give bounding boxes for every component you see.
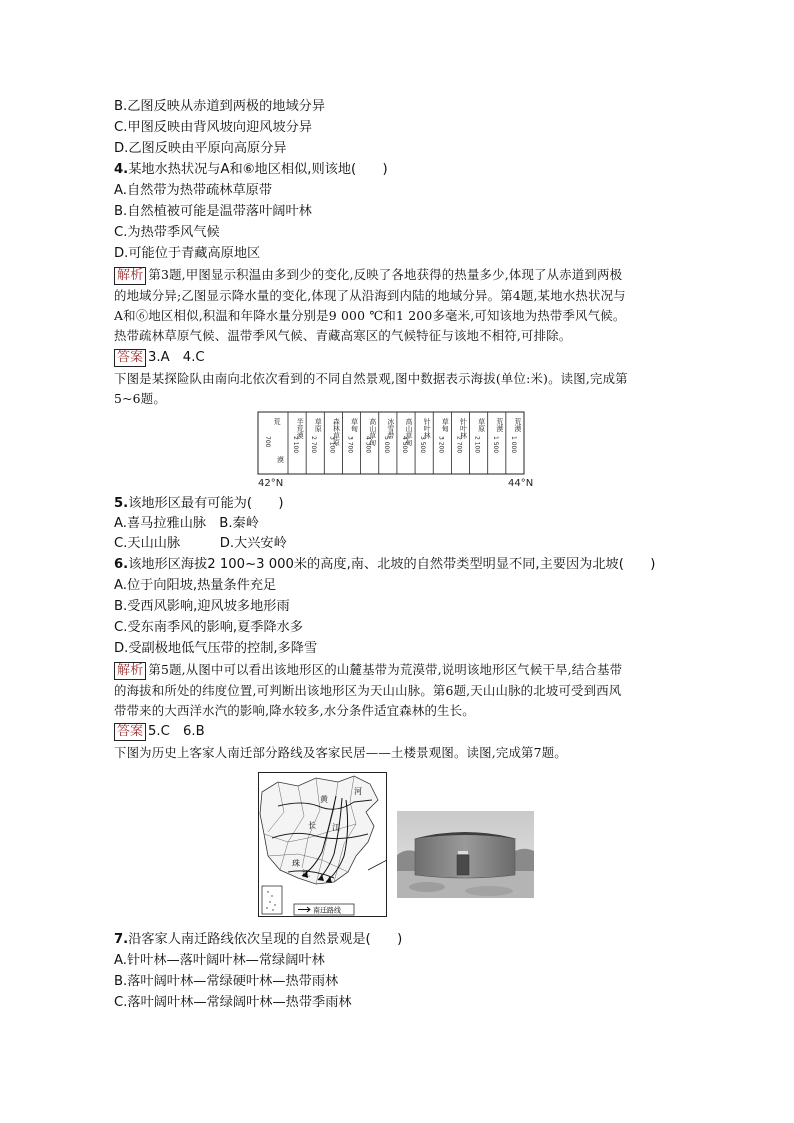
profile-zone-label: 高山草甸 bbox=[405, 418, 413, 446]
q7-option-b: B.落叶阔叶林—常绿硬叶林—热带雨林 bbox=[114, 974, 339, 989]
q4-stem bbox=[114, 160, 388, 180]
tulou-photo bbox=[397, 811, 534, 898]
map-label-zhu: 珠 bbox=[292, 859, 300, 868]
profile-altitude-label: 2 100 bbox=[292, 436, 300, 454]
map-label-jiang: 江 bbox=[332, 823, 340, 832]
q3-option-d: D.乙图反映由平原向高原分异 bbox=[114, 141, 287, 156]
q7-number: 7. bbox=[114, 932, 129, 947]
photo-rock-left bbox=[409, 882, 445, 892]
explanation-text: 第5题,从图中可以看出该地形区的山麓基带为荒漠带,说明该地形区气候干旱,结合基带 bbox=[148, 662, 623, 677]
q6-option-c: C.受东南季风的影响,夏季降水多 bbox=[114, 620, 304, 635]
q7-option-c: C.落叶阔叶林—常绿阔叶林—热带季雨林 bbox=[114, 995, 352, 1010]
profile-altitude-label: 700 bbox=[264, 436, 271, 448]
q5-options-cd: C.天山山脉 D.大兴安岭 bbox=[114, 536, 287, 551]
profile-altitude-label: 1 000 bbox=[509, 436, 517, 454]
map-label-huang: 黄 bbox=[320, 795, 328, 804]
profile-altitude-label: 2 100 bbox=[473, 436, 481, 454]
q6-option-a: A.位于向阳坡,热量条件充足 bbox=[114, 578, 277, 593]
intro-5-6-line-2: 5~6题。 bbox=[114, 391, 166, 406]
profile-zone-label: 荒漠 bbox=[495, 418, 504, 432]
photo-rock-right bbox=[465, 886, 513, 896]
q7-stem bbox=[114, 930, 402, 950]
tulou-gate bbox=[457, 855, 469, 875]
tulou-plaque bbox=[458, 851, 468, 854]
map-label-he: 河 bbox=[354, 787, 362, 796]
q4-option-a: A.自然带为热带疏林草原带 bbox=[114, 183, 273, 198]
profile-zone-label: 冰雪带 bbox=[386, 418, 395, 439]
explanation-tag: 解析 bbox=[114, 267, 146, 285]
hakka-migration-map bbox=[258, 772, 388, 918]
profile-altitude-label: 2 700 bbox=[455, 436, 463, 454]
explanation-1-line-4: 热带疏林草原气候、温带季风气候、青藏高寒区的气候特征与该地不相符,可排除。 bbox=[114, 328, 572, 343]
q5-options-ab: A.喜马拉雅山脉 B.秦岭 bbox=[114, 516, 259, 531]
explanation-tag: 解析 bbox=[114, 662, 146, 680]
explanation-text: 第3题,甲图显示积温由多到少的变化,反映了各地获得的热量多少,体现了从赤道到两极 bbox=[148, 267, 623, 282]
explanation-1-line-1 bbox=[114, 265, 622, 285]
profile-zone-label: 草原 bbox=[314, 418, 323, 432]
profile-right-latitude: 44°N bbox=[508, 478, 534, 489]
answer-text: 3.A 4.C bbox=[148, 350, 205, 365]
q5-stem-text: 该地形区最有可能为( ) bbox=[128, 496, 284, 511]
profile-altitude-label: 3 100 bbox=[328, 436, 336, 454]
answer-tag: 答案 bbox=[114, 723, 146, 741]
profile-zone-label: 草甸 bbox=[441, 418, 450, 432]
answer-2 bbox=[114, 722, 205, 742]
profile-altitude-label: 2 700 bbox=[310, 436, 318, 454]
profile-altitude-label: 3 200 bbox=[437, 436, 445, 454]
q4-number: 4. bbox=[114, 162, 129, 177]
q5-number: 5. bbox=[114, 496, 129, 511]
intro-7: 下图为历史上客家人南迁部分路线及客家民居——土楼景观图。读图,完成第7题。 bbox=[114, 745, 567, 760]
map-svg bbox=[258, 772, 388, 918]
answer-1 bbox=[114, 348, 205, 368]
explanation-2-line-1 bbox=[114, 660, 622, 680]
profile-zone-label: 荒漠 bbox=[513, 418, 522, 432]
profile-zone-label: 半荒漠 bbox=[296, 418, 305, 439]
explanation-1-line-2: 的地域分异;乙图显示降水量的变化,体现了从沿海到内陆的地域分异。第4题,某地水热状况与 bbox=[114, 288, 626, 303]
vegetation-profile-diagram bbox=[256, 410, 546, 490]
q5-stem bbox=[114, 494, 284, 514]
south-china-sea-inset bbox=[262, 886, 282, 914]
profile-svg bbox=[256, 410, 546, 490]
q4-option-d: D.可能位于青藏高原地区 bbox=[114, 246, 261, 261]
profile-zone-sublabel: 漠 bbox=[277, 456, 284, 464]
map-label-jiang-2: 江 bbox=[302, 869, 310, 878]
q7-option-a: A.针叶林—落叶阔叶林—常绿阔叶林 bbox=[114, 953, 325, 968]
profile-zone-label: 荒 bbox=[273, 418, 281, 425]
profile-altitude-label: 4 300 bbox=[364, 436, 372, 454]
q6-stem-text: 该地形区海拔2 100~3 000米的高度,南、北坡的自然带类型明显不同,主要因为北坡( ) bbox=[128, 557, 656, 572]
explanation-1-line-3: A和⑥地区相似,积温和年降水量分别是9 000 ℃和1 200多毫米,可知该地为热带季风气候。 bbox=[114, 308, 626, 323]
map-legend-label: 南迁路线 bbox=[313, 906, 341, 915]
profile-altitude-label: 3 500 bbox=[419, 436, 427, 454]
profile-altitude-label: 5 000 bbox=[382, 436, 390, 454]
profile-zone-label: 针叶林 bbox=[459, 418, 468, 439]
explanation-2-line-2: 的海拔和所处的纬度位置,可判断出该地形区为天山山脉。第6题,天山山脉的北坡可受到西风 bbox=[114, 683, 622, 698]
explanation-2-line-3: 带带来的大西洋水汽的影响,降水较多,水分条件适宜森林的生长。 bbox=[114, 703, 475, 718]
answer-text: 5.C 6.B bbox=[148, 724, 205, 739]
profile-altitude-label: 3 700 bbox=[346, 436, 354, 454]
profile-zone-label: 森林草原 bbox=[332, 418, 341, 446]
profile-zone-label: 针叶林 bbox=[423, 418, 432, 439]
profile-altitude-label: 1 500 bbox=[491, 436, 499, 454]
q4-option-c: C.为热带季风气候 bbox=[114, 225, 220, 240]
profile-altitude-label: 4 500 bbox=[401, 436, 408, 454]
profile-left-latitude: 42°N bbox=[258, 478, 284, 489]
q7-stem-text: 沿客家人南迁路线依次呈现的自然景观是( ) bbox=[128, 932, 403, 947]
q6-number: 6. bbox=[114, 557, 129, 572]
q6-option-b: B.受西风影响,迎风坡多地形雨 bbox=[114, 599, 290, 614]
profile-zone-label: 草原 bbox=[477, 418, 486, 432]
q3-option-b: B.乙图反映从赤道到两极的地域分异 bbox=[114, 99, 326, 114]
profile-zone-label: 高山草甸 bbox=[368, 418, 377, 446]
q4-option-b: B.自然植被可能是温带落叶阔叶林 bbox=[114, 204, 312, 219]
map-label-chang: 长 bbox=[308, 821, 316, 830]
q4-stem-text: 某地水热状况与A和⑥地区相似,则该地( ) bbox=[128, 162, 388, 177]
profile-zone-label: 草甸 bbox=[350, 418, 359, 432]
q6-stem bbox=[114, 555, 655, 575]
q3-option-c: C.甲图反映由背风坡向迎风坡分异 bbox=[114, 120, 313, 135]
answer-tag: 答案 bbox=[114, 349, 146, 367]
intro-5-6-line-1: 下图是某探险队由南向北依次看到的不同自然景观,图中数据表示海拔(单位:米)。读图,完成第 bbox=[114, 371, 628, 386]
q6-option-d: D.受副极地低气压带的控制,多降雪 bbox=[114, 641, 318, 656]
tulou-photo-svg bbox=[397, 811, 534, 898]
